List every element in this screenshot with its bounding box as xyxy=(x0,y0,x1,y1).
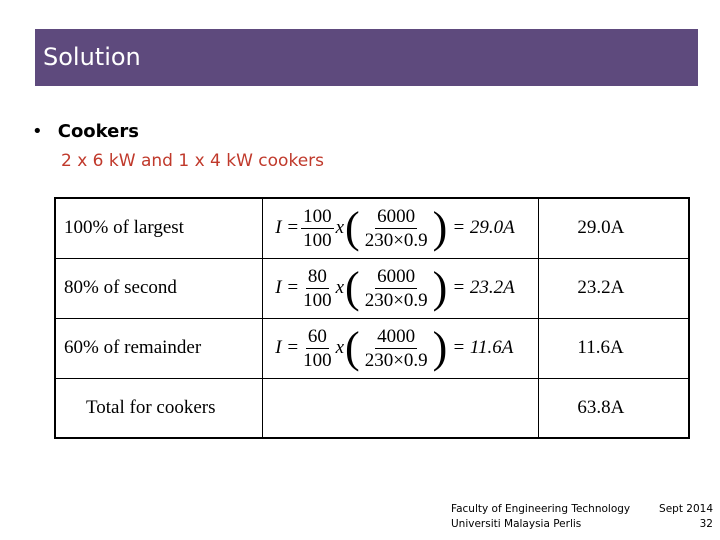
bullet-heading-row xyxy=(32,121,139,142)
section-subheading: 2 x 6 kW and 1 x 4 kW cookers xyxy=(61,151,325,171)
formula-lhs: I = xyxy=(275,277,300,298)
denominator: 230×0.9 xyxy=(364,229,428,251)
numerator: 6000 xyxy=(377,205,416,227)
formula-result: = 11.6A xyxy=(452,337,514,358)
formula-cell xyxy=(263,258,539,318)
formula-result: = 29.0A xyxy=(452,217,515,239)
row-label: 60% of remainder xyxy=(55,318,263,378)
left-paren-icon: ( xyxy=(345,323,360,372)
fraction-current xyxy=(363,207,430,250)
footer-page-number: 32 xyxy=(699,518,713,530)
row-value: 11.6A xyxy=(539,318,689,378)
right-paren-icon: ) xyxy=(432,203,448,253)
formula xyxy=(263,320,538,376)
numerator: 60 xyxy=(307,325,327,347)
row-label: 80% of second xyxy=(55,258,263,318)
fraction-current xyxy=(363,267,430,310)
formula-cell xyxy=(263,198,539,258)
empty-cell xyxy=(263,378,539,438)
title-bar xyxy=(35,29,698,86)
total-value: 63.8A xyxy=(539,378,689,438)
formula xyxy=(263,200,538,256)
formula-result: = 23.2A xyxy=(452,277,515,298)
footer-faculty: Faculty of Engineering Technology xyxy=(451,503,631,515)
numerator: 80 xyxy=(307,265,327,287)
table-total-row xyxy=(55,378,689,438)
section-heading: Cookers xyxy=(57,121,139,142)
table-row xyxy=(55,258,689,318)
left-paren-icon: ( xyxy=(345,263,360,312)
denominator: 100 xyxy=(303,349,332,371)
total-label: Total for cookers xyxy=(55,378,263,438)
slide-title: Solution xyxy=(43,43,141,71)
right-paren-icon: ) xyxy=(432,323,448,372)
multiply-x: x xyxy=(335,337,345,358)
footer-date: Sept 2014 xyxy=(659,503,713,515)
formula-cell xyxy=(263,318,539,378)
right-paren-icon: ) xyxy=(432,263,448,312)
table-row xyxy=(55,198,689,258)
row-value: 23.2A xyxy=(539,258,689,318)
formula-lhs: I = xyxy=(275,337,300,358)
multiply-x: x xyxy=(335,277,345,298)
fraction-percent xyxy=(301,207,334,250)
row-value: 29.0A xyxy=(539,198,689,258)
row-label: 100% of largest xyxy=(55,198,263,258)
fraction-percent xyxy=(301,327,334,370)
footer-university: Universiti Malaysia Perlis xyxy=(451,518,582,530)
fraction-percent xyxy=(301,267,334,310)
denominator: 100 xyxy=(303,289,332,311)
formula-lhs: I = xyxy=(275,217,300,239)
multiply-x: x xyxy=(335,217,345,239)
numerator: 4000 xyxy=(377,325,416,347)
calculation-table xyxy=(54,197,690,439)
denominator: 100 xyxy=(303,229,332,251)
footer xyxy=(451,503,713,533)
denominator: 230×0.9 xyxy=(364,349,428,371)
fraction-current xyxy=(363,327,430,370)
table-row xyxy=(55,318,689,378)
bullet-icon: • xyxy=(32,121,43,142)
formula xyxy=(263,260,538,316)
numerator: 100 xyxy=(303,205,332,227)
left-paren-icon: ( xyxy=(345,203,360,253)
denominator: 230×0.9 xyxy=(364,289,428,311)
numerator: 6000 xyxy=(377,265,416,287)
